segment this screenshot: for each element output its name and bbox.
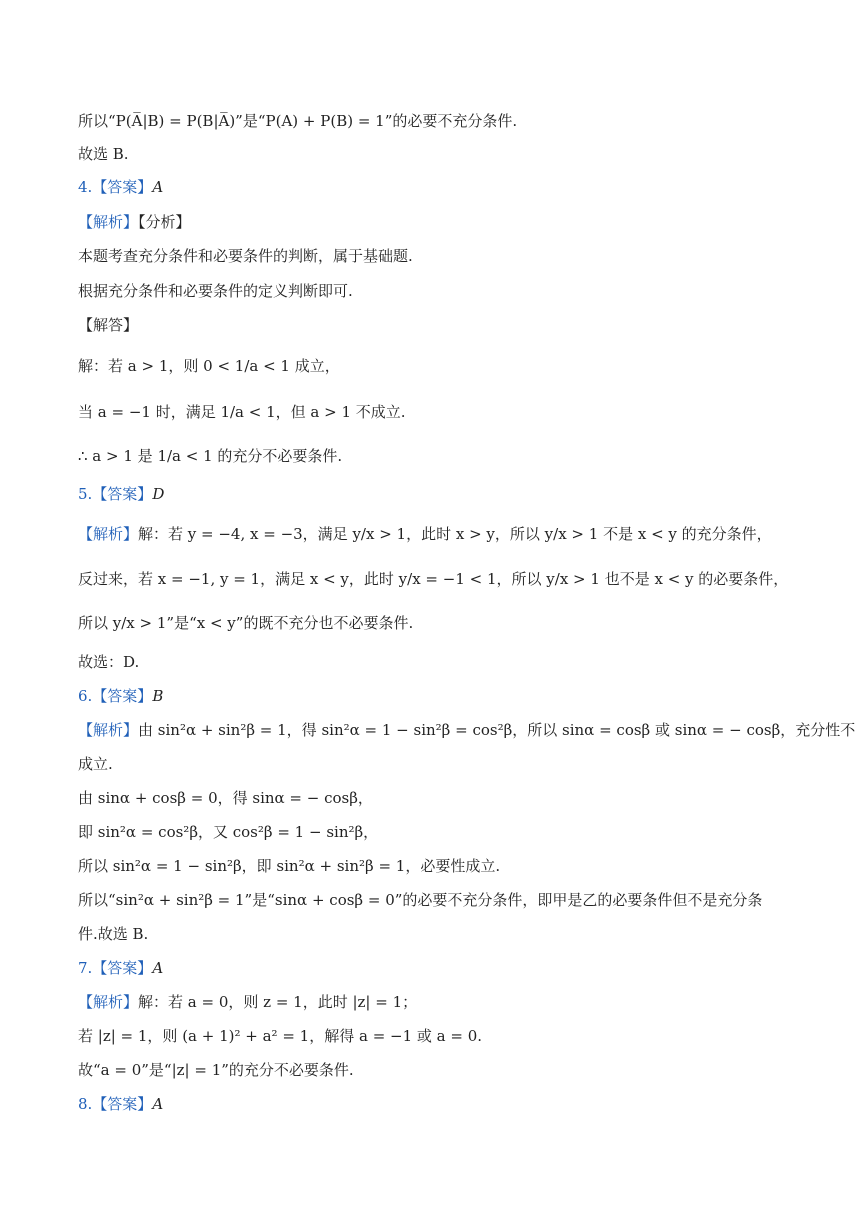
analysis-label: 【解析】 bbox=[78, 213, 139, 231]
answer-value: B bbox=[152, 687, 164, 705]
answer-label: 5.【答案】 bbox=[78, 485, 153, 503]
text-line: 根据充分条件和必要条件的定义判断即可. bbox=[78, 282, 353, 300]
answer-line-8 bbox=[78, 1094, 163, 1114]
text-line: 成立. bbox=[78, 755, 113, 773]
text-line: 解：若 a > 1，则 0 < 1/a < 1 成立， bbox=[78, 357, 340, 375]
text-line: 当 a = −1 时，满足 1/a < 1，但 a > 1 不成立. bbox=[78, 403, 406, 421]
answer-line-6 bbox=[78, 686, 163, 706]
text-line: 所以 y/x > 1”是“x < y”的既不充分也不必要条件. bbox=[78, 614, 414, 632]
answer-label: 8.【答案】 bbox=[78, 1095, 153, 1113]
analysis-line bbox=[78, 992, 417, 1012]
answer-value: D bbox=[152, 485, 165, 503]
analysis-label: 【解析】 bbox=[78, 721, 139, 739]
text-line: 故选：D. bbox=[78, 653, 140, 671]
text-line: 故选 B. bbox=[78, 145, 129, 163]
analysis-label: 【解析】 bbox=[78, 993, 139, 1011]
text-line: 本题考查充分条件和必要条件的判断，属于基础题. bbox=[78, 247, 413, 265]
analysis-text: 解：若 y = −4, x = −3，满足 y/x > 1，此时 x > y，所以 y/x > 1 不是 x < y 的充分条件， bbox=[138, 525, 772, 543]
analysis-line bbox=[78, 212, 191, 232]
analysis-label: 【解析】 bbox=[78, 525, 139, 543]
answer-line-4 bbox=[78, 177, 163, 197]
answer-label: 4.【答案】 bbox=[78, 178, 153, 196]
text-line: 所以 sin²α = 1 − sin²β，即 sin²α + sin²β = 1，必要性成立. bbox=[78, 857, 501, 875]
answer-label: 7.【答案】 bbox=[78, 959, 153, 977]
text-line: 若 |z| = 1，则 (a + 1)² + a² = 1，解得 a = −1 或 a = 0. bbox=[78, 1027, 483, 1045]
analysis-text: 【分析】 bbox=[138, 213, 191, 231]
text-line: 故“a = 0”是“|z| = 1”的充分不必要条件. bbox=[78, 1061, 354, 1079]
answer-value: A bbox=[152, 178, 164, 196]
analysis-text: 解：若 a = 0，则 z = 1，此时 |z| = 1； bbox=[138, 993, 418, 1011]
text-line: 所以“sin²α + sin²β = 1”是“sinα + cosβ = 0”的必要不充分条件，即甲是乙的必要条件但不是充分条 bbox=[78, 891, 763, 909]
analysis-line bbox=[78, 720, 855, 740]
text-line: 反过来，若 x = −1, y = 1，满足 x < y，此时 y/x = −1 < 1，所以 y/x > 1 也不是 x < y 的必要条件， bbox=[78, 570, 789, 588]
text-line: 【解答】 bbox=[78, 316, 139, 334]
analysis-line bbox=[78, 524, 772, 544]
answer-value: A bbox=[152, 1095, 164, 1113]
analysis-text: 由 sin²α + sin²β = 1，得 sin²α = 1 − sin²β = cos²β，所以 sinα = cosβ 或 sinα = − cosβ，充分性不 bbox=[138, 721, 856, 739]
text-line: 由 sinα + cosβ = 0，得 sinα = − cosβ， bbox=[78, 789, 373, 807]
text-line: 即 sin²α = cos²β，又 cos²β = 1 − sin²β， bbox=[78, 823, 379, 841]
text-line: ∴ a > 1 是 1/a < 1 的充分不必要条件. bbox=[78, 447, 343, 465]
text-line: 所以“P(A̅|B) = P(B|A̅)”是“P(A) + P(B) = 1”的必要不充分条件. bbox=[78, 112, 518, 130]
text-line: 件.故选 B. bbox=[78, 925, 149, 943]
answer-value: A bbox=[152, 959, 164, 977]
answer-line-7 bbox=[78, 958, 163, 978]
answer-label: 6.【答案】 bbox=[78, 687, 153, 705]
answer-line-5 bbox=[78, 484, 164, 504]
